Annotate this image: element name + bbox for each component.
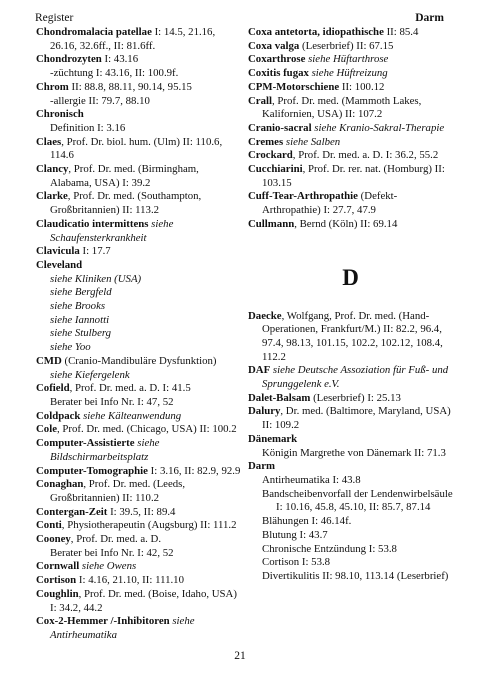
index-term: Coxa valga	[248, 39, 300, 52]
index-entry	[248, 515, 453, 529]
index-entry	[36, 67, 241, 81]
index-entry	[36, 327, 241, 341]
cross-reference: siehe Yoo	[50, 341, 91, 354]
index-entry	[248, 218, 453, 232]
index-term: Chondromalacia patellae	[36, 26, 152, 38]
index-entry	[36, 465, 241, 479]
index-entry	[36, 95, 241, 109]
index-entry	[36, 245, 241, 259]
index-entry	[36, 506, 241, 520]
index-locator: , Prof. Dr. med. a. D. I: 41.5	[69, 382, 191, 395]
index-entry	[36, 81, 241, 95]
index-entry	[248, 460, 453, 474]
cross-reference: siehe Hüftarthrose	[308, 53, 389, 66]
index-entry	[248, 190, 453, 217]
index-term: Chondrozyten	[36, 53, 102, 66]
index-entry	[248, 40, 453, 54]
index-term: Cox-2-Hemmer /-Inhibitoren	[36, 615, 170, 628]
index-term: Clarke	[36, 190, 68, 203]
index-term: Dalet-Balsam	[248, 391, 311, 404]
index-entry	[248, 556, 453, 570]
index-entry	[248, 392, 453, 406]
index-entry	[248, 474, 453, 488]
cross-reference: siehe Schaufensterkrankheit	[50, 217, 174, 244]
index-locator: I: 3.16, II: 82.9, 92.9	[150, 464, 241, 477]
index-term: Dänemark	[248, 432, 298, 445]
index-locator: (Leserbrief) II: 67.15	[302, 39, 394, 52]
index-term: Cofield	[36, 382, 70, 395]
index-locator: Antirheumatika I: 43.8	[262, 473, 361, 486]
index-term: Coxa antetorta, idiopathische	[248, 26, 384, 38]
index-entry	[36, 574, 241, 588]
index-term: Crockard	[248, 149, 293, 162]
index-locator: I: 4.16, 21.10, II: 111.10	[78, 574, 184, 587]
index-entry	[36, 26, 241, 53]
index-locator: Definition I: 3.16	[50, 121, 126, 134]
index-locator: -allergie II: 79.7, 88.10	[50, 94, 150, 107]
index-term: Cleveland	[36, 258, 83, 271]
index-entry	[248, 67, 453, 81]
cross-reference: siehe Salben	[285, 135, 341, 148]
index-column-left	[36, 26, 241, 643]
index-term: Claudicatio intermittens	[36, 217, 149, 230]
index-term: Clancy	[36, 163, 69, 176]
cross-reference: siehe Bergfeld	[50, 286, 112, 299]
index-locator: Divertikulitis II: 98.10, 113.14 (Leserbrief)	[262, 569, 449, 582]
index-locator: Bandscheibenvorfall der Lendenwirbelsäule I: 10.16, 45.8, 45.10, II: 85.7, 87.14	[262, 487, 453, 514]
index-term: Claes	[36, 135, 62, 148]
index-term: Crall	[248, 94, 272, 107]
index-locator: II: 100.12	[341, 80, 385, 93]
index-term: Chrom	[36, 80, 69, 93]
index-term: Coughlin	[36, 587, 79, 600]
index-term: Conaghan	[36, 478, 84, 491]
index-entry	[36, 300, 241, 314]
index-term: Cranio-sacral	[248, 121, 312, 134]
index-locator: , Prof. Dr. med. a. D. I: 36.2, 55.2	[292, 149, 439, 162]
index-entry	[36, 163, 241, 190]
header-right: Darm	[415, 12, 444, 24]
index-entry	[36, 560, 241, 574]
index-locator: , Prof. Dr. med. a. D.	[70, 533, 162, 546]
index-term: Cornwall	[36, 560, 80, 573]
cross-reference: siehe Stulberg	[50, 327, 112, 340]
index-locator: II: 85.4	[386, 26, 419, 38]
index-term: Cremes	[248, 135, 284, 148]
index-entry	[248, 529, 453, 543]
index-column-right	[248, 26, 453, 584]
cross-reference: siehe Kranio-Sakral-Therapie	[314, 121, 445, 134]
index-term: Conti	[36, 519, 62, 532]
index-term: Chronisch	[36, 108, 84, 121]
index-entry	[36, 355, 241, 382]
cross-reference: siehe Kiefergelenk	[50, 368, 130, 381]
index-locator: , Physiotherapeutin (Augsburg) II: 111.2	[61, 519, 237, 532]
index-locator: , Prof. Dr. med. (Southampton, Großbritannien) II: 113.2	[50, 190, 202, 217]
index-entry	[248, 163, 453, 190]
cross-reference: siehe Iannotti	[50, 313, 110, 326]
index-locator: (Cranio-Mandibuläre Dysfunktion)	[64, 354, 217, 367]
index-locator: , Prof. Dr. med. (Chicago, USA) II: 100.2	[57, 423, 237, 436]
index-locator: , Wolfgang, Prof. Dr. med. (Hand-Operationen, Frankfurt/M.) II: 82.2, 96.4, 97.4, 98.13, 101.15, 102.2, 102.12, 108.4, 112.2	[262, 309, 443, 363]
index-entry	[36, 519, 241, 533]
index-block-d	[248, 310, 453, 584]
index-entry	[36, 314, 241, 328]
index-entry	[36, 108, 241, 122]
index-term: Coldpack	[36, 409, 81, 422]
index-locator: , Prof. Dr. rer. nat. (Homburg) II: 103.15	[262, 163, 445, 189]
index-locator: , Prof. Dr. biol. hum. (Ulm) II: 110.6, 114.6	[50, 135, 223, 162]
cross-reference: siehe Kälteanwendung	[83, 409, 182, 422]
index-locator: Königin Margrethe von Dänemark II: 71.3	[262, 446, 446, 459]
index-entry	[36, 437, 241, 464]
index-term: Cole	[36, 423, 57, 436]
index-entry	[36, 259, 241, 273]
index-entry	[36, 410, 241, 424]
index-locator: , Dr. med. (Baltimore, Maryland, USA) II: 109.2	[262, 405, 451, 432]
index-entry	[248, 433, 453, 447]
index-locator: , Prof. Dr. med. (Boise, Idaho, USA) I: 34.2, 44.2	[50, 587, 237, 614]
index-term: CMD	[36, 354, 62, 367]
index-locator: I: 39.5, II: 89.4	[110, 505, 176, 518]
index-locator: I: 43.16	[104, 53, 139, 66]
index-locator: Cortison I: 53.8	[262, 556, 331, 569]
index-entry	[36, 341, 241, 355]
index-entry	[36, 588, 241, 615]
index-entry	[248, 26, 453, 40]
index-locator: (Leserbrief) I: 25.13	[313, 391, 401, 404]
index-entry	[248, 122, 453, 136]
index-term: Darm	[248, 460, 275, 473]
index-entry	[36, 533, 241, 547]
index-term: DAF	[248, 364, 271, 377]
index-entry	[36, 190, 241, 217]
index-locator: I: 17.7	[82, 245, 111, 258]
index-entry	[248, 81, 453, 95]
cross-reference: siehe Deutsche Assoziation für Fuß- und Sprunggelenk e.V.	[262, 364, 449, 391]
index-entry	[36, 396, 241, 410]
index-entry	[248, 310, 453, 365]
index-term: Cuff-Tear-Arthropathie	[248, 190, 358, 203]
index-term: Daecke	[248, 309, 282, 322]
index-locator: , Prof. Dr. med. (Leeds, Großbritannien) II: 110.2	[50, 478, 186, 504]
index-locator: I: 14.5, 21.16, 26.16, 32.6ff., II: 81.6ff.	[50, 26, 216, 52]
index-entry	[248, 405, 453, 432]
index-term: Dalury	[248, 405, 281, 418]
index-locator: Blähungen I: 46.14f.	[262, 515, 352, 528]
index-term: Computer-Tomographie	[36, 464, 148, 477]
index-locator: Blutung I: 43.7	[262, 528, 328, 541]
section-letter: D	[342, 264, 359, 290]
index-entry	[248, 149, 453, 163]
index-locator: , Bernd (Köln) II: 69.14	[294, 217, 398, 230]
index-entry	[36, 122, 241, 136]
index-entry	[36, 273, 241, 287]
index-locator: Berater bei Info Nr. I: 42, 52	[50, 546, 174, 559]
index-entry	[36, 286, 241, 300]
cross-reference: siehe Antirheumatika	[50, 615, 195, 641]
index-locator: Chronische Entzündung I: 53.8	[262, 542, 397, 555]
index-locator: (Defekt-Arthropathie) I: 27.7, 47.9	[262, 190, 398, 217]
cross-reference: siehe Brooks	[50, 300, 106, 313]
index-entry	[248, 364, 453, 391]
index-locator: , Prof. Dr. med. (Mammoth Lakes, Kalifornien, USA) II: 107.2	[262, 94, 422, 121]
index-term: Cooney	[36, 533, 71, 546]
running-header	[35, 12, 444, 24]
index-entry	[36, 53, 241, 67]
index-term: Cortison	[36, 574, 77, 587]
index-locator: , Prof. Dr. med. (Birmingham, Alabama, USA) I: 39.2	[50, 163, 199, 189]
index-locator: Berater bei Info Nr. I: 47, 52	[50, 395, 174, 408]
index-term: Coxarthrose	[248, 53, 306, 66]
index-entry	[36, 218, 241, 245]
index-entry	[36, 478, 241, 505]
cross-reference: siehe Hüftreizung	[311, 67, 388, 80]
index-term: Clavicula	[36, 245, 80, 258]
index-locator: II: 88.8, 88.11, 90.14, 95.15	[71, 80, 192, 93]
index-entry	[248, 570, 453, 584]
index-entry	[248, 53, 453, 67]
page-number: 21	[234, 650, 246, 662]
header-left: Register	[35, 12, 74, 24]
index-entry	[248, 95, 453, 122]
index-entry	[248, 447, 453, 461]
index-entry	[36, 136, 241, 163]
index-entry	[36, 423, 241, 437]
index-entry	[248, 136, 453, 150]
cross-reference: siehe Kliniken (USA)	[50, 272, 142, 285]
index-entry	[248, 543, 453, 557]
index-locator: -züchtung I: 43.16, II: 100.9f.	[50, 67, 179, 80]
index-term: Cullmann	[248, 217, 295, 230]
index-term: CPM-Motorschiene	[248, 80, 340, 93]
index-term: Contergan-Zeit	[36, 505, 108, 518]
index-entry	[36, 615, 241, 642]
index-entry	[36, 382, 241, 396]
index-entry	[36, 547, 241, 561]
index-entry	[248, 488, 453, 515]
index-term: Coxitis fugax	[248, 67, 309, 80]
index-term: Cucchiarini	[248, 163, 303, 176]
cross-reference: siehe Bildschirmarbeitsplatz	[50, 437, 160, 463]
cross-reference: siehe Owens	[81, 560, 137, 573]
index-block-c-continued	[248, 26, 453, 232]
index-term: Computer-Assistierte	[36, 437, 135, 450]
